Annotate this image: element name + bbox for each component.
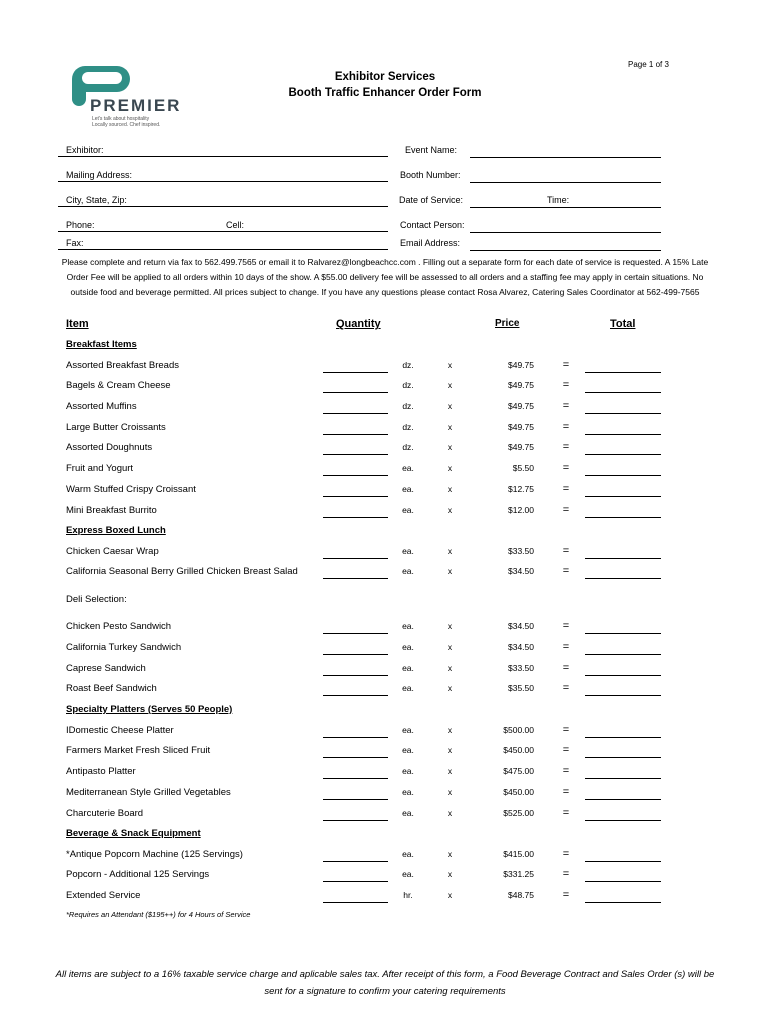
equals-sign: = bbox=[562, 421, 570, 433]
item-unit: ea. bbox=[402, 787, 414, 797]
order-row bbox=[0, 621, 770, 641]
phone-label: Phone: bbox=[66, 220, 95, 230]
order-row bbox=[0, 463, 770, 483]
multiply-sign: x bbox=[447, 484, 453, 494]
instructions: Please complete and return via fax to 562.499.7565 or email it to Ralvarez@longbeachcc.com . Filling out a separate form for each date of service is requested. A 15% Late Order Fee will be applied to all orders within 10 days of the show. A $55.00 delivery fee will be assessed to all orders and a staffing fee may apply in certain situations. No outside food and beverage permitted. All prices subject to change. If you have any questions please contact Rosa Alvarez, Catering Sales Coordinator at 562-499-7565 bbox=[61, 257, 709, 297]
item-name: California Seasonal Berry Grilled Chicken Breast Salad bbox=[66, 566, 298, 577]
total-input[interactable] bbox=[585, 757, 661, 758]
multiply-sign: x bbox=[447, 505, 453, 515]
total-input[interactable] bbox=[585, 654, 661, 655]
multiply-sign: x bbox=[447, 849, 453, 859]
item-name: Charcuterie Board bbox=[66, 808, 144, 819]
equals-sign: = bbox=[562, 868, 570, 880]
item-price: $475.00 bbox=[503, 766, 534, 776]
item-price: $525.00 bbox=[503, 808, 534, 818]
equals-sign: = bbox=[562, 359, 570, 371]
city-state-zip-field[interactable] bbox=[58, 206, 388, 207]
multiply-sign: x bbox=[447, 869, 453, 879]
item-price: $49.75 bbox=[508, 401, 534, 411]
multiply-sign: x bbox=[447, 766, 453, 776]
quantity-input[interactable] bbox=[323, 757, 388, 758]
total-input[interactable] bbox=[585, 434, 661, 435]
quantity-input[interactable] bbox=[323, 881, 388, 882]
total-input[interactable] bbox=[585, 861, 661, 862]
mailing-address-label: Mailing Address: bbox=[66, 170, 133, 180]
item-name: Mini Breakfast Burrito bbox=[66, 505, 157, 516]
total-input[interactable] bbox=[585, 799, 661, 800]
email-address-field[interactable] bbox=[470, 250, 661, 251]
price-header: Price bbox=[495, 318, 520, 329]
city-state-zip-label: City, State, Zip: bbox=[66, 195, 127, 205]
quantity-input[interactable] bbox=[323, 578, 388, 579]
item-unit: ea. bbox=[402, 505, 414, 515]
multiply-sign: x bbox=[447, 787, 453, 797]
quantity-input[interactable] bbox=[323, 820, 388, 821]
booth-number-field[interactable] bbox=[470, 182, 661, 183]
total-input[interactable] bbox=[585, 413, 661, 414]
quantity-input[interactable] bbox=[323, 434, 388, 435]
order-row bbox=[0, 683, 770, 703]
total-header: Total bbox=[610, 318, 636, 330]
equals-sign: = bbox=[562, 545, 570, 557]
item-unit: dz. bbox=[402, 380, 414, 390]
multiply-sign: x bbox=[447, 380, 453, 390]
total-input[interactable] bbox=[585, 475, 661, 476]
quantity-input[interactable] bbox=[323, 475, 388, 476]
order-row bbox=[0, 787, 770, 807]
item-price: $49.75 bbox=[508, 442, 534, 452]
multiply-sign: x bbox=[447, 642, 453, 652]
item-price: $34.50 bbox=[508, 566, 534, 576]
event-name-field[interactable] bbox=[470, 157, 661, 158]
multiply-sign: x bbox=[447, 725, 453, 735]
order-row bbox=[0, 566, 770, 586]
item-name: Assorted Muffins bbox=[66, 401, 137, 412]
equals-sign: = bbox=[562, 786, 570, 798]
item-unit: ea. bbox=[402, 566, 414, 576]
item-name: Fruit and Yogurt bbox=[66, 463, 134, 474]
fax-field[interactable] bbox=[58, 249, 388, 250]
order-row bbox=[0, 546, 770, 566]
item-name: Large Butter Croissants bbox=[66, 422, 166, 433]
logo-tagline: Let's talk about hospitality Locally sourced. Chef inspired. bbox=[92, 116, 161, 128]
order-row bbox=[0, 401, 770, 421]
multiply-sign: x bbox=[447, 808, 453, 818]
order-row bbox=[0, 745, 770, 765]
item-name: Assorted Breakfast Breads bbox=[66, 360, 179, 371]
item-price: $49.75 bbox=[508, 360, 534, 370]
contact-person-field[interactable] bbox=[470, 232, 661, 233]
equals-sign: = bbox=[562, 441, 570, 453]
item-unit: dz. bbox=[402, 401, 414, 411]
order-row bbox=[0, 849, 770, 869]
quantity-input[interactable] bbox=[323, 558, 388, 559]
item-price: $5.50 bbox=[512, 463, 534, 473]
multiply-sign: x bbox=[447, 463, 453, 473]
item-unit: ea. bbox=[402, 463, 414, 473]
item-name: Farmers Market Fresh Sliced Fruit bbox=[66, 745, 211, 756]
exhibitor-label: Exhibitor: bbox=[66, 145, 104, 155]
order-row bbox=[0, 442, 770, 462]
total-input[interactable] bbox=[585, 454, 661, 455]
quantity-input[interactable] bbox=[323, 413, 388, 414]
equals-sign: = bbox=[562, 462, 570, 474]
quantity-input[interactable] bbox=[323, 633, 388, 634]
total-input[interactable] bbox=[585, 695, 661, 696]
item-price: $331.25 bbox=[503, 869, 534, 879]
item-unit: ea. bbox=[402, 546, 414, 556]
item-unit: hr. bbox=[403, 890, 413, 900]
equals-sign: = bbox=[562, 483, 570, 495]
section-title: Deli Selection: bbox=[66, 594, 127, 605]
item-price: $33.50 bbox=[508, 546, 534, 556]
section-title: Breakfast Items bbox=[66, 339, 137, 350]
form-title-2: Booth Traffic Enhancer Order Form bbox=[288, 87, 482, 99]
order-row bbox=[0, 484, 770, 504]
fax-label: Fax: bbox=[66, 238, 84, 248]
item-unit: ea. bbox=[402, 621, 414, 631]
cell-label: Cell: bbox=[226, 220, 245, 230]
item-name: Chicken Caesar Wrap bbox=[66, 546, 159, 557]
multiply-sign: x bbox=[447, 401, 453, 411]
item-name: Chicken Pesto Sandwich bbox=[66, 621, 172, 632]
total-input[interactable] bbox=[585, 372, 661, 373]
footer-note: All items are subject to a 16% taxable service charge and aplicable sales tax. After receipt of this form, a Food Beverage Contract and Sales Order (s) will be sent for a signature to confirm your catering requirements bbox=[55, 969, 715, 997]
multiply-sign: x bbox=[447, 890, 453, 900]
item-unit: ea. bbox=[402, 484, 414, 494]
section-title: Express Boxed Lunch bbox=[66, 525, 166, 536]
multiply-sign: x bbox=[447, 422, 453, 432]
form-title-1: Exhibitor Services bbox=[334, 71, 436, 83]
multiply-sign: x bbox=[447, 621, 453, 631]
item-unit: ea. bbox=[402, 725, 414, 735]
time-label: Time: bbox=[547, 195, 570, 205]
date-time-field[interactable] bbox=[470, 207, 661, 208]
quantity-input[interactable] bbox=[323, 675, 388, 676]
item-unit: ea. bbox=[402, 663, 414, 673]
equals-sign: = bbox=[562, 744, 570, 756]
item-price: $450.00 bbox=[503, 787, 534, 797]
contact-person-label: Contact Person: bbox=[400, 220, 465, 230]
item-name: California Turkey Sandwich bbox=[66, 642, 182, 653]
quantity-input[interactable] bbox=[323, 695, 388, 696]
quantity-input[interactable] bbox=[323, 737, 388, 738]
order-row bbox=[0, 360, 770, 380]
section-title: Beverage & Snack Equipment bbox=[66, 828, 201, 839]
equals-sign: = bbox=[562, 848, 570, 860]
equals-sign: = bbox=[562, 807, 570, 819]
order-row bbox=[0, 422, 770, 442]
item-price: $12.00 bbox=[508, 505, 534, 515]
item-unit: ea. bbox=[402, 745, 414, 755]
order-row bbox=[0, 505, 770, 525]
quantity-input[interactable] bbox=[323, 654, 388, 655]
item-name: Antipasto Platter bbox=[66, 766, 136, 777]
quantity-input[interactable] bbox=[323, 517, 388, 518]
total-input[interactable] bbox=[585, 902, 661, 903]
item-price: $450.00 bbox=[503, 745, 534, 755]
quantity-header: Quantity bbox=[336, 318, 381, 330]
item-unit: ea. bbox=[402, 849, 414, 859]
item-price: $415.00 bbox=[503, 849, 534, 859]
item-unit: ea. bbox=[402, 642, 414, 652]
equals-sign: = bbox=[562, 400, 570, 412]
item-name: *Antique Popcorn Machine (125 Servings) bbox=[66, 849, 243, 860]
multiply-sign: x bbox=[447, 745, 453, 755]
multiply-sign: x bbox=[447, 442, 453, 452]
item-price: $49.75 bbox=[508, 380, 534, 390]
item-price: $49.75 bbox=[508, 422, 534, 432]
equals-sign: = bbox=[562, 662, 570, 674]
item-price: $48.75 bbox=[508, 890, 534, 900]
equals-sign: = bbox=[562, 504, 570, 516]
multiply-sign: x bbox=[447, 360, 453, 370]
item-price: $34.50 bbox=[508, 642, 534, 652]
total-input[interactable] bbox=[585, 578, 661, 579]
exhibitor-field[interactable] bbox=[58, 156, 388, 157]
order-row bbox=[0, 725, 770, 745]
order-row bbox=[0, 890, 770, 910]
total-input[interactable] bbox=[585, 820, 661, 821]
order-row bbox=[0, 766, 770, 786]
event-name-label: Event Name: bbox=[405, 145, 458, 155]
quantity-input[interactable] bbox=[323, 778, 388, 779]
quantity-input[interactable] bbox=[323, 392, 388, 393]
item-name: Bagels & Cream Cheese bbox=[66, 380, 171, 391]
item-name: IDomestic Cheese Platter bbox=[66, 725, 174, 736]
total-input[interactable] bbox=[585, 558, 661, 559]
order-row bbox=[0, 808, 770, 828]
quantity-input[interactable] bbox=[323, 454, 388, 455]
total-input[interactable] bbox=[585, 633, 661, 634]
item-unit: ea. bbox=[402, 683, 414, 693]
total-input[interactable] bbox=[585, 881, 661, 882]
item-price: $33.50 bbox=[508, 663, 534, 673]
total-input[interactable] bbox=[585, 517, 661, 518]
total-input[interactable] bbox=[585, 392, 661, 393]
item-price: $34.50 bbox=[508, 621, 534, 631]
item-unit: ea. bbox=[402, 869, 414, 879]
quantity-input[interactable] bbox=[323, 902, 388, 903]
order-row bbox=[0, 642, 770, 662]
item-unit: dz. bbox=[402, 360, 414, 370]
total-input[interactable] bbox=[585, 496, 661, 497]
footnote: *Requires an Attendant ($195++) for 4 Hours of Service bbox=[66, 910, 251, 919]
item-header: Item bbox=[66, 318, 89, 330]
quantity-input[interactable] bbox=[323, 799, 388, 800]
item-unit: dz. bbox=[402, 442, 414, 452]
phone-field[interactable] bbox=[58, 231, 388, 232]
equals-sign: = bbox=[562, 620, 570, 632]
item-name: Roast Beef Sandwich bbox=[66, 683, 157, 694]
equals-sign: = bbox=[562, 379, 570, 391]
page-number: Page 1 of 3 bbox=[628, 60, 669, 69]
quantity-input[interactable] bbox=[323, 861, 388, 862]
item-unit: dz. bbox=[402, 422, 414, 432]
total-input[interactable] bbox=[585, 737, 661, 738]
order-row bbox=[0, 663, 770, 683]
quantity-input[interactable] bbox=[323, 496, 388, 497]
order-row bbox=[0, 380, 770, 400]
mailing-address-field[interactable] bbox=[58, 181, 388, 182]
section-title: Specialty Platters (Serves 50 People) bbox=[66, 704, 233, 715]
multiply-sign: x bbox=[447, 683, 453, 693]
item-price: $12.75 bbox=[508, 484, 534, 494]
total-input[interactable] bbox=[585, 778, 661, 779]
equals-sign: = bbox=[562, 641, 570, 653]
booth-number-label: Booth Number: bbox=[400, 170, 461, 180]
multiply-sign: x bbox=[447, 663, 453, 673]
equals-sign: = bbox=[562, 765, 570, 777]
item-price: $500.00 bbox=[503, 725, 534, 735]
item-name: Assorted Doughnuts bbox=[66, 442, 153, 453]
logo-word: PREMIER bbox=[90, 96, 182, 115]
equals-sign: = bbox=[562, 565, 570, 577]
quantity-input[interactable] bbox=[323, 372, 388, 373]
item-unit: ea. bbox=[402, 808, 414, 818]
email-address-label: Email Address: bbox=[400, 238, 461, 248]
item-name: Warm Stuffed Crispy Croissant bbox=[66, 484, 196, 495]
item-price: $35.50 bbox=[508, 683, 534, 693]
item-unit: ea. bbox=[402, 766, 414, 776]
multiply-sign: x bbox=[447, 546, 453, 556]
order-row bbox=[0, 869, 770, 889]
item-name: Popcorn - Additional 125 Servings bbox=[66, 869, 210, 880]
item-name: Extended Service bbox=[66, 890, 141, 901]
item-name: Mediterranean Style Grilled Vegetables bbox=[66, 787, 231, 798]
equals-sign: = bbox=[562, 724, 570, 736]
date-of-service-label: Date of Service: bbox=[399, 195, 464, 205]
equals-sign: = bbox=[562, 682, 570, 694]
total-input[interactable] bbox=[585, 675, 661, 676]
item-name: Caprese Sandwich bbox=[66, 663, 146, 674]
multiply-sign: x bbox=[447, 566, 453, 576]
equals-sign: = bbox=[562, 889, 570, 901]
